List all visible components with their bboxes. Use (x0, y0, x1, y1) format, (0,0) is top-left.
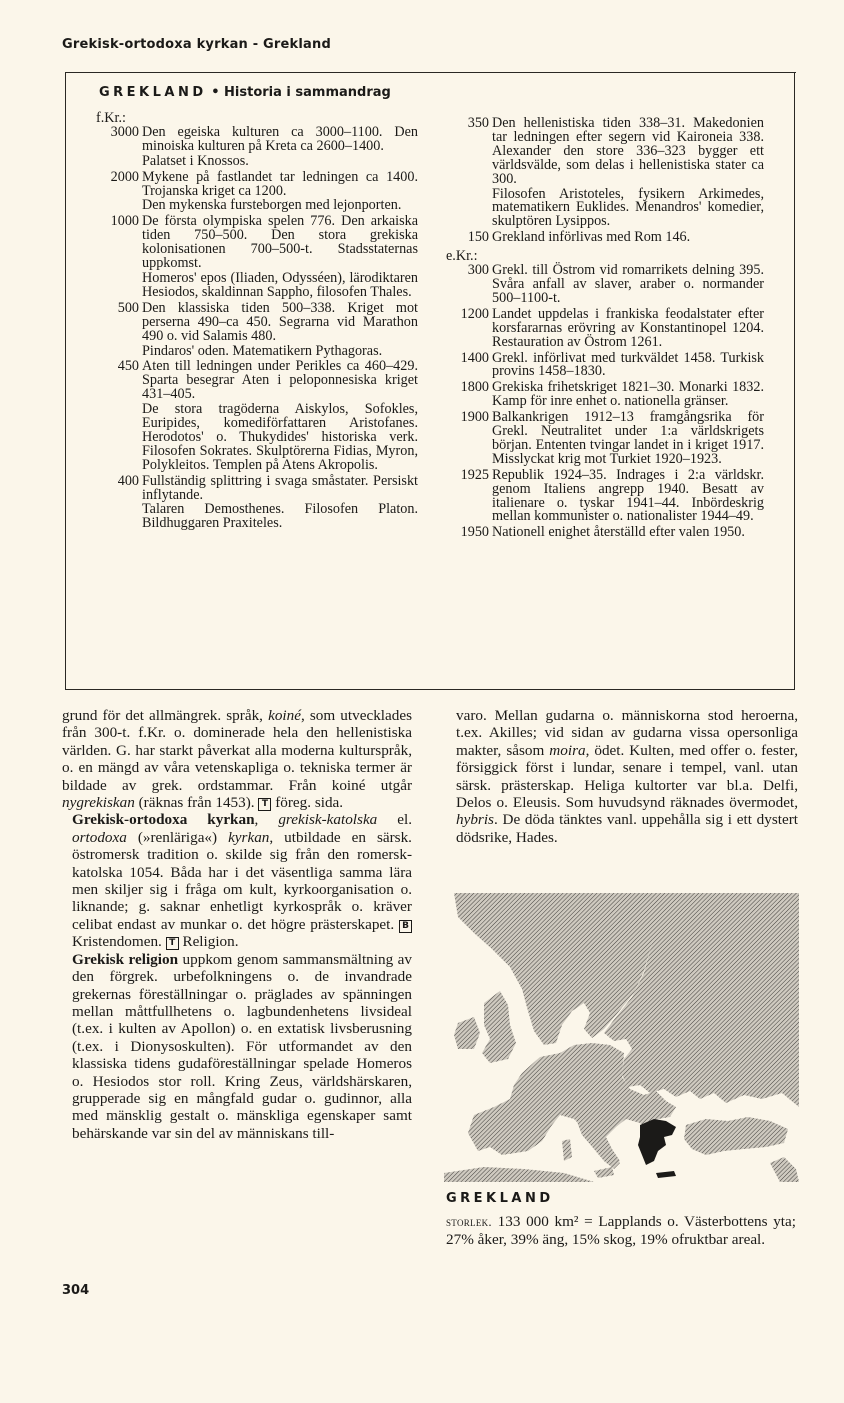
timeline-entry (96, 472, 418, 532)
greece-highlight (638, 1119, 676, 1165)
orthodox-church-headword: Grekisk-ortodoxa kyrkan (72, 811, 255, 829)
timeline-year: 1200 (460, 305, 489, 322)
timeline-text (142, 360, 418, 472)
timeline-year: 1800 (460, 379, 489, 396)
era-label-bc: f.Kr.: (96, 110, 126, 126)
timeline-paragraph: Pindaros' oden. Matematikern Pythagoras. (142, 342, 383, 359)
timeline-text (492, 264, 764, 306)
timeline-year: 3000 (110, 123, 139, 140)
running-head: Grekisk-ortodoxa kyrkan - Grekland (62, 37, 331, 52)
timeline-text (492, 305, 764, 350)
timeline-year: 450 (117, 358, 139, 375)
religion-continuation: varo. Mellan gudarna o. människorna stod heroerna, t.ex. Akilles; vid sidan av gudarna vissa opersonliga makter, såsom moira, ödet. Kulten, med offer o. fester, försiggick först i lundar, senare i tempel, vanl. utan särsk. prästerskap. Heliga kultorter var bl.a. Delfi, Delos o. Eleusis. Som huvudsynd räknades övermodet, hybris. De döda tänktes vanl. uppehålla sig i ett dystert dödsrike, Hades. (456, 707, 798, 846)
timeline-paragraph: Grekland införlivas med Rom 146. (492, 229, 691, 246)
body-column-right (456, 707, 798, 846)
timeline-paragraph: Homeros' epos (Iliaden, Odysséen), lärodiktaren Hesiodos, skaldinnan Sappho, filosofen Thales. (142, 269, 418, 300)
timeline-paragraph: Grekiska frihetskriget 1821–30. Monarki 1832. Kamp för inre enhet o. nationella gränser. (492, 379, 764, 410)
box-title-rest: Historia i sammandrag (224, 85, 391, 100)
land-ireland (454, 1017, 480, 1049)
timeline-text (492, 381, 764, 409)
timeline-entry (446, 349, 764, 380)
timeline-year: 1900 (460, 409, 489, 426)
timeline-paragraph: De första olympiska spelen 776. Den arkaiska tiden 750–500. Den stora grekiska kolonisationen 700–500-t. Stadsstaternas uppkomst. (142, 213, 418, 272)
land-sardinia (562, 1139, 572, 1161)
land-british-isles (482, 991, 516, 1063)
cross-reference-icon: T (258, 798, 271, 811)
timeline-text (492, 466, 764, 525)
timeline-paragraph: Den mykenska fursteborgen med lejonporten. (142, 197, 402, 214)
timeline-paragraph: Balkankrigen 1912–13 framgångsrika för Grekl. Neutralitet under 1:a världskrigets början. Ententen tvingar landet in i kriget 1917. Misslyckat krig mot Turkiet 1920–1923. (492, 409, 764, 467)
greek-religion-entry: Grekisk religion uppkom genom sammansmältning av den förgrek. urbefolkningens o. de invandrade grekernas föreställningar o. präglades av spänningen mellan måttfullhetens o. lagbundenhetens livsideal (t.ex. i kulten av Apollon) o. en extatisk livsberusning (t.ex. i Dionysoskulten). För utformandet av den klassiska tidens gudaföreställningar spelade Homeros o. Hesiodos stor roll. Kring Zeus, världshärskaren, grupperade sig en mångfald gudar o. gudinnor, alla med mänsklig gestalt o. mänskliga egenskaper samt behärskande var sin del av människans till- (72, 950, 412, 1142)
timeline-bc-left (96, 123, 418, 532)
timeline-entry (446, 231, 764, 245)
timeline-paragraph: Republik 1924–35. Indrages i 2:a världskr. genom Italiens angrepp 1940. Besatt av italienare o. tyskar 1941–44. Inbördeskrig mellan kommunister o. nationalister 1944–49. (492, 466, 764, 525)
timeline-paragraph: Mykene på fastlandet tar ledningen ca 1400. Trojanska kriget ca 1200. (142, 168, 418, 199)
size-label: storlek. (446, 1214, 492, 1229)
land-levant (770, 1157, 799, 1182)
timeline-entry (446, 381, 764, 409)
timeline-paragraph: Grekl. införlivat med turkväldet 1458. Turkisk provins 1458–1830. (492, 349, 764, 380)
timeline-entry (446, 264, 764, 306)
timeline-paragraph: Grekl. till Östrom vid romarrikets delning 395. Svåra anfall av slaver, araber o. normander 500–1100-t. (492, 262, 764, 306)
timeline-text (492, 526, 764, 540)
timeline-entry (96, 360, 418, 472)
timeline-paragraph: Nationell enighet återställd efter valen 1950. (492, 524, 745, 541)
size-text: 133 000 km² = Lapplands o. Västerbottens yta; 27% åker, 39% äng, 15% skog, 19% ofruktbar areal. (446, 1213, 796, 1248)
timeline-paragraph: Fullständig splittring i svaga småstater. Persiskt inflytande. (142, 472, 418, 503)
timeline-entry (446, 305, 764, 350)
land-north-africa (444, 1167, 594, 1182)
timeline-paragraph: Den egeiska kulturen ca 3000–1100. Den minoiska kulturen på Kreta ca 2600–1400. (142, 123, 418, 154)
timeline-paragraph: Filosofen Aristoteles, fysikern Arkimedes, matematikern Euklides. Menandros' komedier, skulptören Lysippos. (492, 185, 764, 230)
timeline-entry (446, 526, 764, 540)
timeline-year: 1925 (460, 466, 489, 483)
timeline-text (492, 231, 764, 245)
timeline-bc-right (446, 117, 764, 245)
timeline-text (142, 215, 418, 299)
timeline-year: 1000 (110, 213, 139, 230)
timeline-entry (96, 168, 418, 214)
timeline-ad (446, 264, 764, 540)
timeline-entry (96, 215, 418, 299)
timeline-paragraph: De stora tragöderna Aiskylos, Sofokles, Euripides, komediförfattaren Aristofanes. Herodotos' o. Thukydides' historiska verk. Filosofen Sokrates. Skulptörerna Fidias, Myron, Polykleitos. Templen på Atens Akropolis. (142, 401, 418, 473)
map-graphic (444, 893, 799, 1182)
timeline-text (142, 168, 418, 214)
crete-highlight (656, 1171, 676, 1178)
greek-religion-headword: Grekisk religion (72, 950, 179, 968)
land-sicily (594, 1167, 614, 1178)
size-facts (446, 1213, 796, 1248)
timeline-paragraph: Landet uppdelas i frankiska feodalstater efter korsfararnas erövring av Konstantinopel 1204. Restauration av Östrom 1261. (492, 305, 764, 350)
timeline-right-column (446, 117, 764, 542)
land-anatolia (684, 1117, 788, 1155)
era-label-ad: e.Kr.: (446, 248, 478, 265)
timeline-entry (446, 117, 764, 229)
timeline-text (142, 299, 418, 359)
orthodox-church-entry: Grekisk-ortodoxa kyrkan, grekisk-katolska el. ortodoxa (»renläriga«) kyrkan, utbildade en särsk. östromersk tradition o. skilde sig från den romersk-katolska 1054. Båda har i det väsentliga samma lära men skiljer sig i fråga om kult, kyrkoorganisation o. liknande; g. saknar enhetligt kyrkospråk o. kräver celibat endast av munkar o. det högre prästerskapet. B Kristendomen. T Religion. (72, 811, 412, 951)
box-title (99, 85, 391, 100)
box-title-country: GREKLAND (99, 85, 207, 100)
timeline-paragraph: Aten till ledningen under Perikles ca 460–429. Sparta besegrar Aten i peloponnesiska kriget 431–405. (142, 358, 418, 403)
timeline-paragraph: Den hellenistiska tiden 338–31. Makedonien tar ledningen efter segern vid Kaironeia 338. Alexander den store 336–323 bygger ett världsvälde, som delas i hellenistiska stater ca 300. (492, 115, 764, 187)
timeline-paragraph: Den klassiska tiden 500–338. Kriget mot perserna 490–ca 450. Segrarna vid Marathon 490 o. vid Salamis 480. (142, 299, 418, 344)
timeline-entry (96, 123, 418, 169)
timeline-year: 150 (467, 229, 489, 246)
timeline-text (492, 117, 764, 229)
timeline-entry (446, 466, 764, 525)
timeline-year: 500 (117, 299, 139, 316)
timeline-year: 300 (467, 262, 489, 279)
map-caption: GREKLAND (446, 1191, 554, 1206)
page-number: 304 (62, 1283, 90, 1298)
cross-reference-icon: B (399, 920, 412, 933)
timeline-text (142, 123, 418, 169)
box-title-separator: • (211, 85, 220, 100)
timeline-year: 400 (117, 472, 139, 489)
timeline-text (492, 349, 764, 380)
timeline-text (142, 472, 418, 532)
timeline-year: 350 (467, 115, 489, 131)
timeline-year: 1400 (460, 349, 489, 366)
timeline-entry (96, 299, 418, 359)
timeline-left-column (96, 109, 418, 533)
timeline-year: 2000 (110, 168, 139, 185)
koine-continuation: grund för det allmängrek. språk, koiné, som utvecklades från 300-t. f.Kr. o. dominerade hela den hellenistiska världen. G. har starkt påverkat alla moderna kulturspråk, o. en mängd av våra vetenskapliga o. tekniska termer är bildade av grek. ordstammar. Från koiné utgår nygrekiskan (räknas från 1453). T föreg. sida. (62, 707, 412, 812)
timeline-paragraph: Talaren Demosthenes. Filosofen Platon. Bildhuggaren Praxiteles. (142, 501, 418, 532)
timeline-year: 1950 (460, 524, 489, 541)
cross-reference-icon: T (166, 937, 179, 950)
timeline-text (492, 411, 764, 467)
europe-locator-map (444, 893, 799, 1182)
timeline-entry (446, 411, 764, 467)
timeline-paragraph: Palatset i Knossos. (142, 152, 249, 169)
body-column-left (62, 707, 412, 1142)
